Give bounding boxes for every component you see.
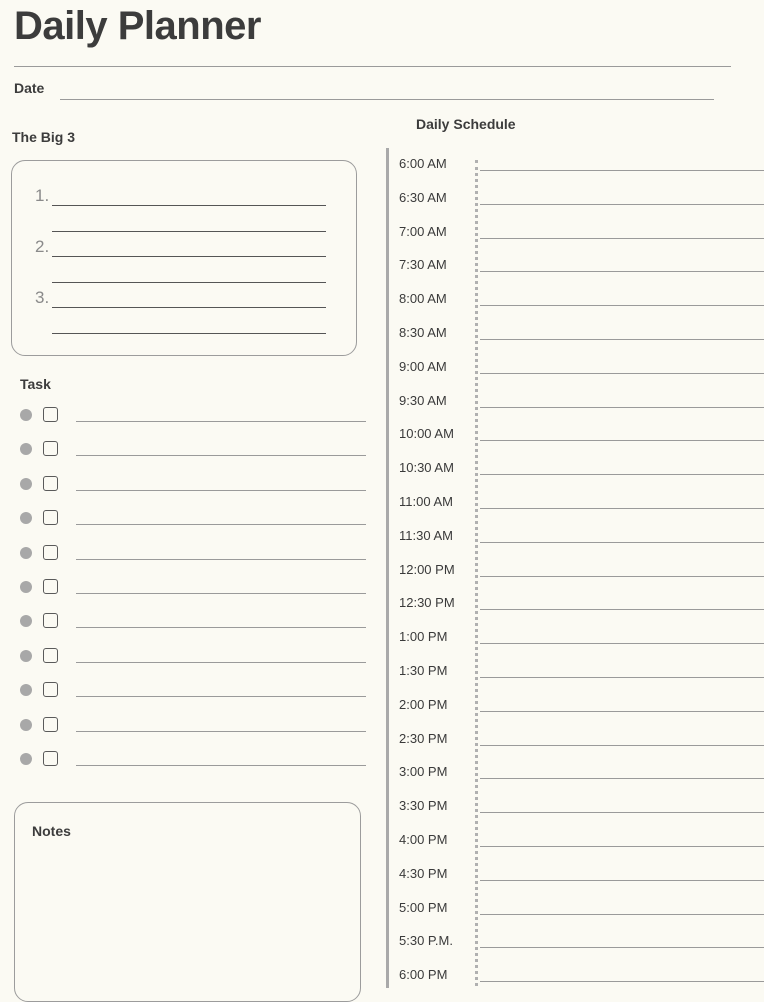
bullet-dot-icon: [20, 650, 32, 662]
schedule-time-label: 12:30 PM: [399, 595, 455, 611]
schedule-time-label: 8:00 AM: [399, 291, 447, 307]
schedule-entry-line[interactable]: [480, 778, 764, 779]
schedule-time-label: 1:00 PM: [399, 629, 448, 645]
schedule-entry-line[interactable]: [480, 440, 764, 441]
schedule-entry-line[interactable]: [480, 508, 764, 509]
schedule-heading: Daily Schedule: [416, 116, 516, 132]
task-row: [18, 440, 368, 460]
schedule-time-label: 10:00 AM: [399, 426, 454, 442]
bullet-dot-icon: [20, 443, 32, 455]
schedule-time-label: 9:00 AM: [399, 358, 447, 374]
task-text-line[interactable]: [76, 662, 366, 663]
bullet-dot-icon: [20, 615, 32, 627]
schedule-time-label: 10:30 AM: [399, 460, 454, 476]
schedule-time-label: 2:30 PM: [399, 730, 448, 746]
bullet-dot-icon: [20, 719, 32, 731]
big3-heading: The Big 3: [12, 129, 76, 145]
task-text-line[interactable]: [76, 696, 366, 697]
task-checkbox[interactable]: [43, 407, 58, 422]
task-text-line[interactable]: [76, 455, 366, 456]
schedule-entry-line[interactable]: [480, 271, 764, 272]
bullet-dot-icon: [20, 753, 32, 765]
task-row: [18, 716, 368, 736]
big3-item-line[interactable]: [52, 205, 326, 206]
task-text-line[interactable]: [76, 765, 366, 766]
task-text-line[interactable]: [76, 421, 366, 422]
task-text-line[interactable]: [76, 593, 366, 594]
big3-item-line-continued[interactable]: [52, 333, 326, 334]
task-checkbox[interactable]: [43, 682, 58, 697]
task-checkbox[interactable]: [43, 579, 58, 594]
schedule-entry-line[interactable]: [480, 846, 764, 847]
task-text-line[interactable]: [76, 559, 366, 560]
schedule-time-label: 9:30 AM: [399, 392, 447, 408]
schedule-entry-line[interactable]: [480, 170, 764, 171]
task-row: [18, 475, 368, 495]
task-row: [18, 509, 368, 529]
schedule-entry-line[interactable]: [480, 542, 764, 543]
task-row: [18, 578, 368, 598]
big3-item-line[interactable]: [52, 307, 326, 308]
schedule-entry-line[interactable]: [480, 204, 764, 205]
task-heading: Task: [20, 376, 51, 392]
bullet-dot-icon: [20, 581, 32, 593]
big3-item-line[interactable]: [52, 256, 326, 257]
title-divider: [14, 66, 731, 67]
schedule-time-label: 2:00 PM: [399, 696, 448, 712]
task-row: [18, 681, 368, 701]
task-row: [18, 612, 368, 632]
bullet-dot-icon: [20, 409, 32, 421]
schedule-entry-line[interactable]: [480, 677, 764, 678]
task-row: [18, 647, 368, 667]
schedule-entry-line[interactable]: [480, 981, 764, 982]
task-row: [18, 406, 368, 426]
schedule-entry-line[interactable]: [480, 474, 764, 475]
schedule-time-label: 6:30 AM: [399, 189, 447, 205]
bullet-dot-icon: [20, 478, 32, 490]
notes-heading: Notes: [32, 823, 71, 839]
task-checkbox[interactable]: [43, 717, 58, 732]
task-row: [18, 544, 368, 564]
date-label: Date: [14, 80, 45, 96]
task-checkbox[interactable]: [43, 613, 58, 628]
schedule-entry-line[interactable]: [480, 914, 764, 915]
bullet-dot-icon: [20, 684, 32, 696]
task-checkbox[interactable]: [43, 476, 58, 491]
task-checkbox[interactable]: [43, 751, 58, 766]
task-row: [18, 750, 368, 770]
task-checkbox[interactable]: [43, 648, 58, 663]
schedule-entry-line[interactable]: [480, 880, 764, 881]
schedule-time-label: 11:30 AM: [399, 527, 453, 543]
big3-item-line-continued[interactable]: [52, 231, 326, 232]
schedule-time-label: 11:00 AM: [399, 494, 453, 509]
schedule-time-divider: [386, 148, 389, 988]
schedule-entry-line[interactable]: [480, 305, 764, 306]
big3-item-number: 2.: [35, 237, 50, 256]
schedule-time-label: 4:30 PM: [399, 865, 448, 881]
schedule-entry-line[interactable]: [480, 339, 764, 340]
schedule-time-label: 5:00 PM: [399, 899, 448, 915]
schedule-entry-line[interactable]: [480, 812, 764, 813]
big3-item-number: 3.: [35, 288, 50, 307]
task-text-line[interactable]: [76, 524, 366, 525]
schedule-time-label: 3:00 PM: [399, 764, 448, 780]
schedule-entry-line[interactable]: [480, 947, 764, 948]
schedule-time-label: 6:00 AM: [399, 156, 447, 171]
schedule-entry-line[interactable]: [480, 373, 764, 374]
date-field-line[interactable]: [60, 99, 714, 100]
schedule-entry-line[interactable]: [480, 711, 764, 712]
schedule-entry-line[interactable]: [480, 238, 764, 239]
task-checkbox[interactable]: [43, 510, 58, 525]
big3-item-line-continued[interactable]: [52, 282, 326, 283]
task-text-line[interactable]: [76, 731, 366, 732]
schedule-time-label: 6:00 PM: [399, 967, 448, 983]
big3-box: [11, 160, 357, 356]
schedule-entry-line[interactable]: [480, 609, 764, 610]
schedule-time-label: 7:30 AM: [399, 257, 447, 273]
schedule-entry-line[interactable]: [480, 745, 764, 746]
schedule-time-label: 7:00 AM: [399, 223, 447, 239]
schedule-entry-line[interactable]: [480, 407, 764, 408]
schedule-time-label: 4:00 PM: [399, 832, 448, 847]
page-title: Daily Planner: [14, 4, 261, 48]
task-text-line[interactable]: [76, 627, 366, 628]
schedule-time-label: 1:30 PM: [399, 663, 448, 678]
schedule-time-label: 8:30 AM: [399, 325, 447, 340]
big3-item-number: 1.: [35, 186, 50, 205]
task-checkbox[interactable]: [43, 545, 58, 560]
schedule-time-label: 3:30 PM: [399, 798, 448, 814]
bullet-dot-icon: [20, 547, 32, 559]
task-checkbox[interactable]: [43, 441, 58, 456]
schedule-dotted-divider: [475, 160, 478, 986]
schedule-entry-line[interactable]: [480, 576, 764, 577]
schedule-time-label: 12:00 PM: [399, 561, 455, 577]
bullet-dot-icon: [20, 512, 32, 524]
task-text-line[interactable]: [76, 490, 366, 491]
schedule-time-label: 5:30 P.M.: [399, 933, 453, 949]
schedule-entry-line[interactable]: [480, 643, 764, 644]
